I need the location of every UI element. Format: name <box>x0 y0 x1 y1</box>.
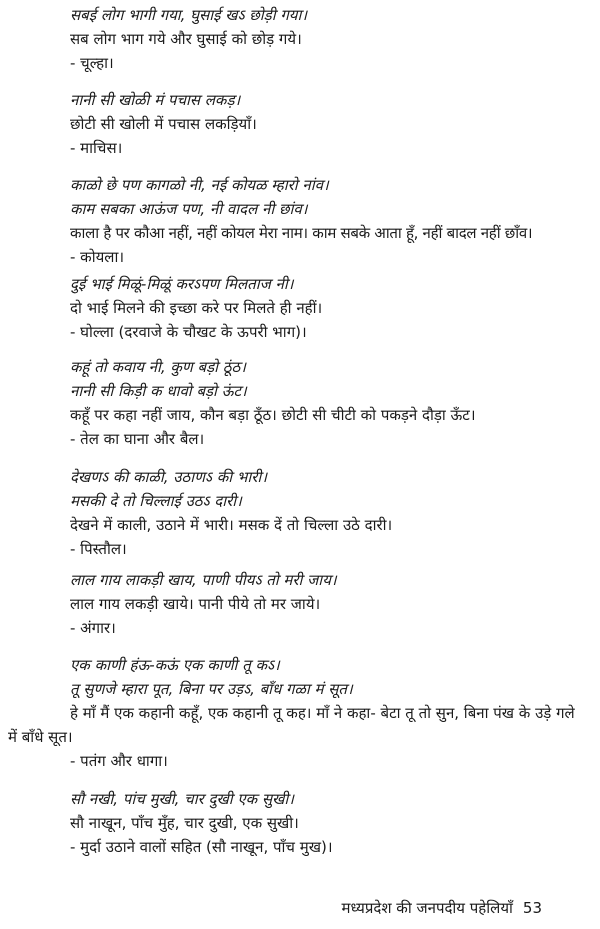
riddle-answer: - कोयला। <box>70 248 125 266</box>
riddle-6 <box>70 465 588 561</box>
riddle-meaning: कहूँ पर कहा नहीं जाय, कौन बड़ा ठूँठ। छोटी सी चीटी को पकड़ने दौड़ा ऊँट। <box>70 406 476 424</box>
riddle-meaning: लाल गाय लकड़ी खाये। पानी पीये तो मर जाये। <box>70 595 321 613</box>
riddle-7 <box>70 568 588 640</box>
riddle-meaning: काला है पर कौआ नहीं, नहीं कोयल मेरा नाम। काम सबके आता हूँ, नहीं बादल नहीं छाँव। <box>70 224 533 242</box>
riddle-answer: - पिस्तौल। <box>70 540 127 558</box>
riddle-dialect-line: एक काणी हंऊ-कऊं एक काणी तू कऽ। <box>70 656 280 674</box>
riddle-answer: - घोल्ला (दरवाजे के चौखट के ऊपरी भाग)। <box>70 323 307 341</box>
riddle-meaning: हे माँ मैं एक कहानी कहूँ, एक कहानी तू कह। माँ ने कहा- बेटा तू तो सुन, बिना पंख के उड़े गले में बाँधे सूत। <box>8 704 575 746</box>
page-footer <box>342 898 542 918</box>
riddle-answer: - पतंग और धागा। <box>70 752 168 770</box>
book-title: मध्यप्रदेश की जनपदीय पहेलियाँ <box>341 899 513 917</box>
riddle-dialect-line: तू सुणजे म्हारा पूत, बिना पर उड़ऽ, बाँध गळा मं सूत। <box>70 680 353 698</box>
riddle-dialect-line: सौ नखी, पांच मुखी, चार दुखी एक सुखी। <box>70 790 294 808</box>
riddle-dialect-line: नानी सी खोळी मं पचास लकड़। <box>70 91 241 109</box>
riddle-answer: - अंगार। <box>70 619 116 637</box>
riddle-dialect-line: सबई लोग भागी गया, घुसाई खऽ छोड़ी गया। <box>70 6 308 24</box>
riddle-5 <box>70 355 588 451</box>
riddle-9 <box>70 787 588 859</box>
riddle-dialect-line: काळो छे पण कागळो नी, नई कोयळ म्हारो नांव। <box>70 176 329 194</box>
page-number: 53 <box>522 899 542 917</box>
riddle-dialect-line: लाल गाय लाकड़ी खाय, पाणी पीयऽ तो मरी जाय। <box>70 571 337 589</box>
riddle-dialect-line: नानी सी किड़ी क धावो बड़ो ऊंट। <box>70 382 247 400</box>
riddle-meaning: दो भाई मिलने की इच्छा करे पर मिलते ही नहीं। <box>70 299 323 317</box>
riddle-meaning: देखने में काली, उठाने में भारी। मसक दें तो चिल्ला उठे दारी। <box>70 516 393 534</box>
riddle-dialect-line: दुई भाई मिळूं-मिळूं करऽपण मिलताज नी। <box>70 275 294 293</box>
riddle-dialect-line: कहूं तो कवाय नी, कुण बड़ो ठूंठ। <box>70 358 246 376</box>
riddle-8 <box>8 653 588 773</box>
riddle-answer: - तेल का घाना और बैल। <box>70 430 205 448</box>
riddle-1 <box>70 3 588 75</box>
riddle-dialect-line: देखणऽ की काळी, उठाणऽ की भारी। <box>70 468 267 486</box>
riddle-meaning: सब लोग भाग गये और घुसाई को छोड़ गये। <box>70 30 302 48</box>
riddle-2 <box>70 88 588 160</box>
riddle-3 <box>70 173 588 269</box>
riddle-4 <box>70 272 588 344</box>
riddle-meaning: सौ नाखून, पाँच मुँह, चार दुखी, एक सुखी। <box>70 814 299 832</box>
riddle-dialect-line: काम सबका आऊंज पण, नी वादल नी छांव। <box>70 200 308 218</box>
riddle-answer: - माचिस। <box>70 139 123 157</box>
riddle-answer: - चूल्हा। <box>70 54 114 72</box>
riddle-meaning: छोटी सी खोली में पचास लकड़ियाँ। <box>70 115 257 133</box>
riddle-dialect-line: मसकी दे तो चिल्लाई उठऽ दारी। <box>70 492 242 510</box>
riddle-answer: - मुर्दा उठाने वालों सहित (सौ नाखून, पाँच मुख)। <box>70 838 333 856</box>
